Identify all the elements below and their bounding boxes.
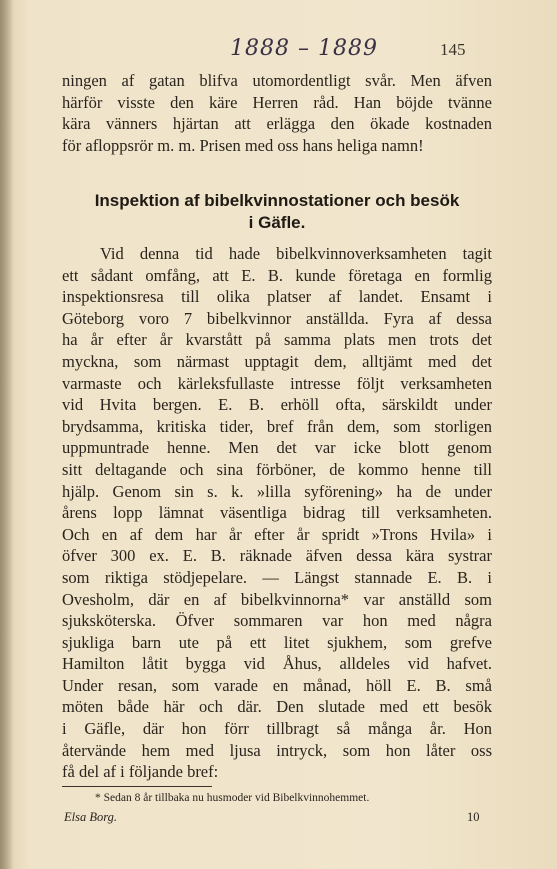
footnote: * Sedan 8 år tillbaka nu husmoder vid Bibelkvinnohemmet. (95, 792, 370, 804)
top-paragraph (62, 70, 492, 156)
text-line: sjukliga barn ute på ett litet sjukhem, som grefve (62, 632, 492, 652)
text-line: uppmuntrade henne. Men det var icke blott genom (62, 438, 492, 458)
text-line: myckna, som närmast upptagit dem, alltjämt med det (62, 351, 492, 371)
text-line: varmaste och kärleksfullaste intresse följt verksamheten (62, 373, 492, 393)
page-number: 145 (440, 40, 466, 59)
text-line: som riktiga stödjepelare. — Längst stannade E. B. i (62, 567, 492, 587)
text-line: Göteborg voro 7 bibelkvinnor anställda. Fyra af dessa (62, 308, 492, 328)
heading-line-2: i Gäfle. (248, 213, 306, 232)
text-line: brydsamma, kritiska tider, bref från dem, som storligen (62, 416, 492, 436)
section-heading (62, 190, 492, 234)
text-line: få del af i följande bref: (62, 762, 219, 782)
footnote-divider (62, 786, 212, 787)
text-line: Vid denna tid hade bibelkvinnoverksamheten tagit (100, 244, 492, 263)
text-line: ett sådant omfång, att E. B. kunde företaga en formlig (62, 265, 492, 285)
printer-signature: Elsa Borg. (64, 810, 118, 824)
text-line: Under resan, som varade en månad, höll E. B. små (62, 675, 492, 695)
text-line: för afloppsrör m. m. Prisen med oss hans heliga namn! (62, 135, 424, 155)
handwritten-years-annotation: 1888 – 1889 (230, 36, 378, 61)
binding-gutter (0, 0, 14, 869)
text-line: ningen af gatan blifva utomordentligt svår. Men äfven (62, 71, 492, 90)
text-line: inspektionsresa till olika platser af landet. Ensamt i (62, 287, 492, 307)
text-line: härför visste den käre Herren råd. Han böjde tvänne (62, 92, 492, 112)
text-line: årens lopp lämnat väsentliga bidrag till verksamheten. (62, 503, 492, 523)
text-line: Hamilton låtit bygga vid Åhus, alldeles vid hafvet. (62, 654, 492, 674)
text-line: sitt deltagande och sina förböner, de kommo henne till (62, 459, 492, 479)
heading-line-1: Inspektion af bibelkvinnostationer och besök (94, 191, 460, 210)
text-line: Ovesholm, där en af bibelkvinnorna* var anställd som (62, 589, 492, 609)
text-line: kära vänners hjärtan att erlägga den ökade kostnaden (62, 114, 492, 134)
text-line: möten både här och där. Den slutade med ett besök (62, 697, 492, 717)
text-line: sjuksköterska. Öfver sommaren var hon med några (62, 611, 492, 631)
text-line: Och en af dem har år efter år spridt »Trons Hvila» i (62, 524, 492, 544)
text-line: öfver 300 ex. E. B. räknade äfven dessa kära systrar (62, 546, 492, 566)
text-line: i Gäfle, där hon förr tillbragt så många år. Hon (62, 719, 492, 739)
text-line: hjälp. Genom sin s. k. »lilla syförening» ha de under (62, 481, 492, 501)
sheet-number: 10 (467, 810, 480, 824)
text-line: ha år efter år kvarstått på samma plats men trots det (62, 330, 492, 350)
main-paragraph (62, 243, 492, 783)
text-line: vid Hvita bergen. E. B. erhöll ofta, särskildt under (62, 395, 492, 415)
text-line: återvände hem med ljusa intryck, som hon låter oss (62, 740, 492, 760)
